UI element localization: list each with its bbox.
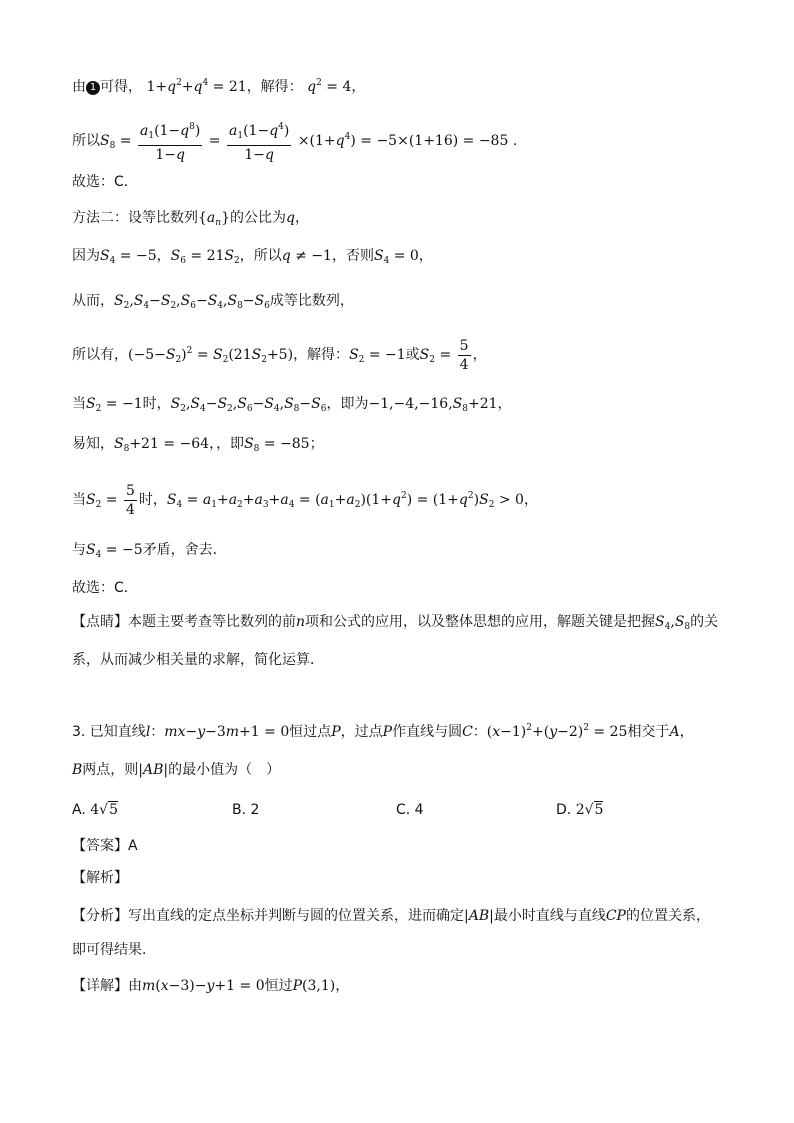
- option-a: A. 4√5: [72, 802, 118, 818]
- text-line: 从而，$S_2,S_4-S_2,S_6-S_4,S_8-S_6$成等比数列，: [72, 293, 354, 311]
- option-c: C. 4: [396, 802, 424, 818]
- text-line: 因为$S_4 = -5$，$S_6 = 21S_2$，所以q ≠ −1，否则$S_4 = 0$，: [72, 248, 433, 266]
- option-b: B. 2: [232, 802, 260, 818]
- text-line: 当$S_2$ = $\frac{5}{4}$ 时，$S_4 = a_1+a_2+a_3+a_4 = (a_1+a_2)(1+q^2) = (1+q^2)S_2 > 0$，: [72, 482, 538, 518]
- analysis-text: 【分析】写出直线的定点坐标并判断与圆的位置关系，进而确定|AB|最小时直线与直线CP的位置关系，: [72, 908, 710, 924]
- analysis-label: 【解析】: [72, 870, 128, 886]
- text-line: 当$S_2 = -1$时，$S_2,S_4-S_2,S_6-S_4,S_8-S_6$，即为$-1,-4,-16,S_8+21$，: [72, 396, 512, 414]
- text-line: 故选：C．: [72, 580, 138, 596]
- option-d: D. 2√5: [556, 802, 604, 818]
- detail-text: 【详解】由m(x−3)−y+1 = 0恒过P(3,1)，: [72, 978, 350, 994]
- text-line: 易知，$S_8+21 = -64$，，即$S_8 = -85$；: [72, 436, 324, 454]
- question-3: 3. 已知直线l：mx−y−3m+1 = 0恒过点P，过点P作直线与圆C：$(x-1)^2+(y-2)^2 = 25$相交于A，: [72, 723, 694, 740]
- analysis-text: 即可得结果.: [72, 942, 147, 958]
- text-line: 与$S_4 = -5$矛盾，舍去．: [72, 542, 227, 560]
- text-line: 【点睛】本题主要考查等比数列的前n项和公式的应用，以及整体思想的应用，解题关键是把握$S_4,S_8$的关: [72, 614, 719, 632]
- question-3-cont: B两点，则|AB|的最小值为（ ）: [72, 762, 281, 778]
- text-line: 故选：C．: [72, 174, 138, 190]
- text-line: 所以$S_8$ = $\frac{a_1(1-q^8)}{1-q}$ = $\frac{a_1(1-q^4)}{1-q}$ $\times(1+q^4) = -5\times(1+16) = -85$ .: [72, 118, 517, 164]
- text-line: 由 1 可得， $1+q^2+q^4 = 21$，解得： $q^2 = 4$，: [72, 78, 366, 95]
- circled-one-icon: 1: [86, 81, 100, 95]
- text-line: 方法二：设等比数列$\{a_n\}$的公比为q，: [72, 210, 309, 228]
- text-line: 系，从而减少相关量的求解，简化运算．: [72, 652, 324, 668]
- text-line: 所以有，$(-5-S_2)^2 = S_2(21S_2+5)$，解得：$S_2 = -1$或$S_2$ = $\frac{5}{4}$ ，: [72, 337, 487, 373]
- answer-label: 【答案】A: [72, 838, 138, 854]
